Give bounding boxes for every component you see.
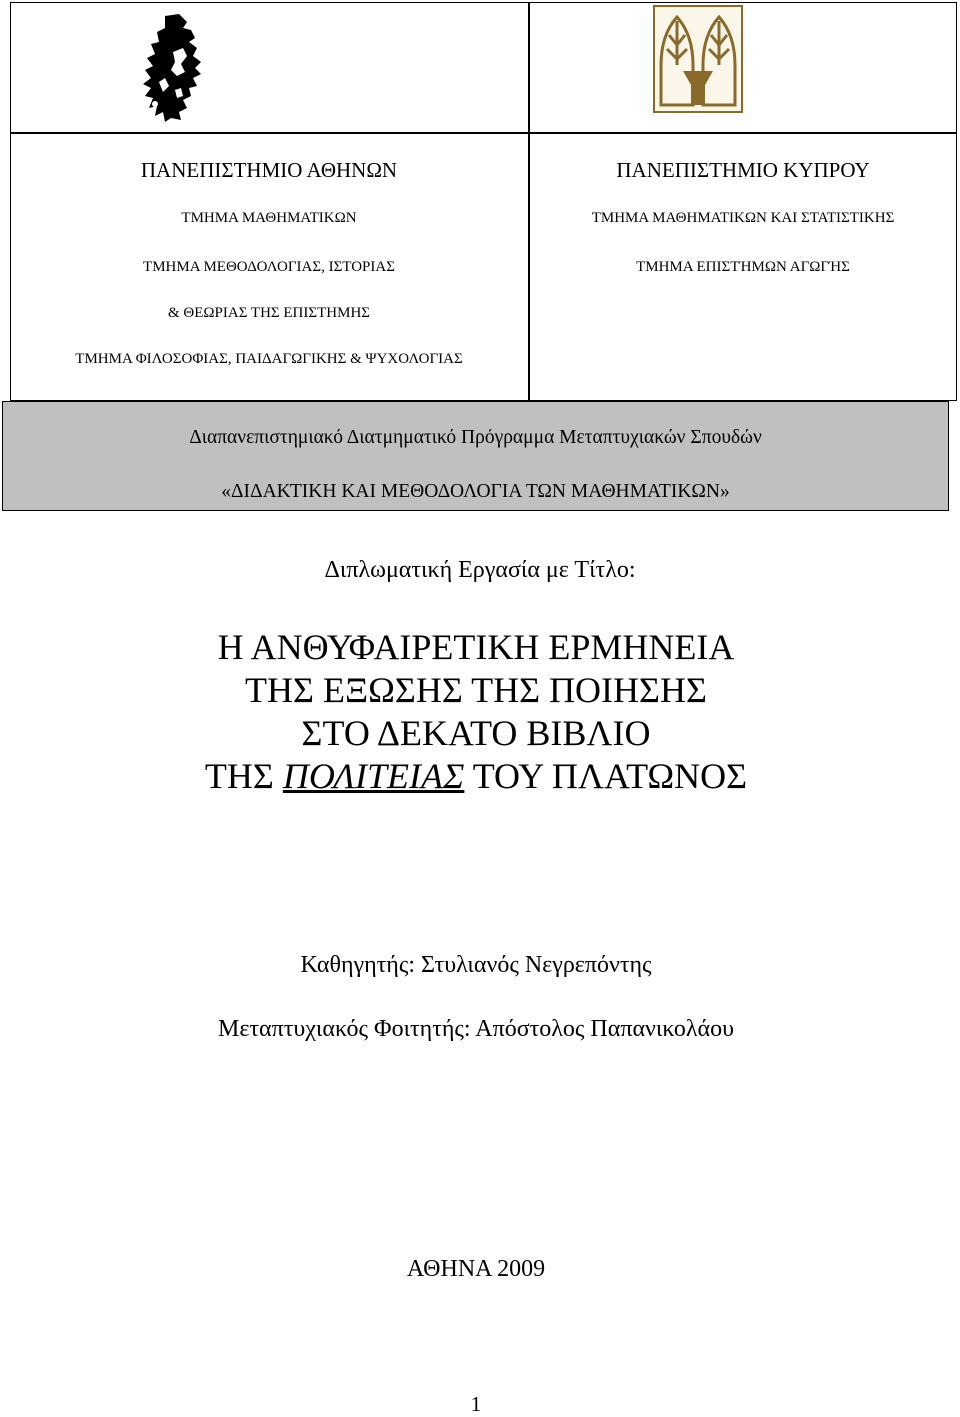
student-name: Μεταπτυχιακός Φοιτητής: Απόστολος Παπανικολάου bbox=[217, 1016, 734, 1042]
thesis-title-line-4-prefix: ΤΗΣ bbox=[204, 756, 274, 796]
thesis-title-line-3: ΣΤΟ ΔΕΚΑΤΟ ΒΙΒΛΙΟ bbox=[301, 713, 651, 753]
athens-university-logo bbox=[135, 12, 217, 124]
thesis-title-line-4 bbox=[0, 756, 952, 796]
professor-name: Καθηγητής: Στυλιανός Νεγρεπόντης bbox=[300, 952, 652, 978]
column-divider bbox=[528, 2, 530, 401]
thesis-title-line-4-suffix: ΤΟΥ ΠΛΑΤΩΝΟΣ bbox=[472, 756, 748, 796]
place-year: ΑΘΗΝΑ 2009 bbox=[406, 1256, 546, 1282]
dept-mathematics-statistics: ΤΜΗΜΑ ΜΑΘΗΜΑΤΙΚΩΝ ΚΑΙ ΣΤΑΤΙΣΤΙΚΗΣ bbox=[591, 210, 895, 226]
athens-university-name: ΠΑΝΕΠΙΣΤΗΜΙΟ ΑΘΗΝΩΝ bbox=[140, 158, 398, 182]
page-number: 1 bbox=[470, 1392, 482, 1416]
dept-methodology: ΤΜΗΜΑ ΜΕΘΟΔΟΛΟΓΙΑΣ, ΙΣΤΟΡΙΑΣ bbox=[143, 259, 395, 275]
dept-mathematics-athens: ΤΜΗΜΑ ΜΑΘΗΜΑΤΙΚΩΝ bbox=[181, 210, 357, 226]
cyprus-university-logo bbox=[653, 5, 743, 113]
thesis-title-italic-politeia: ΠΟΛΙΤΕΙΑΣ bbox=[282, 756, 465, 796]
thesis-title-line-1: Η ΑΝΘΥΦΑΙΡΕΤΙΚΗ ΕΡΜΗΝΕΙΑ bbox=[217, 627, 735, 667]
dept-philosophy: ΤΜΗΜΑ ΦΙΛΟΣΟΦΙΑΣ, ΠΑΙΔΑΓΩΓΙΚΗΣ & ΨΥΧΟΛΟΓΙΑΣ bbox=[75, 351, 463, 367]
thesis-title-line-2: ΤΗΣ ΕΞΩΣΗΣ ΤΗΣ ΠΟΙΗΣΗΣ bbox=[245, 670, 707, 710]
program-line-1: Διαπανεπιστημιακό Διατμηματικό Πρόγραμμα Μεταπτυχιακών Σπουδών bbox=[189, 427, 762, 448]
logo-row-divider bbox=[10, 132, 957, 134]
program-line-2: «ΔΙΔΑΚΤΙΚΗ ΚΑΙ ΜΕΘΟΔΟΛΟΓΙΑ ΤΩΝ ΜΑΘΗΜΑΤΙΚΩΝ» bbox=[221, 481, 730, 502]
thesis-label: Διπλωματική Εργασία με Τίτλο: bbox=[324, 557, 636, 583]
dept-methodology-cont: & ΘΕΩΡΙΑΣ ΤΗΣ ΕΠΙΣΤΗΜΗΣ bbox=[167, 305, 371, 321]
cyprus-university-name: ΠΑΝΕΠΙΣΤΗΜΙΟ ΚΥΠΡΟΥ bbox=[616, 158, 870, 182]
dept-education: ΤΜΗΜΑ ΕΠΙΣΤΉΜΩΝ ΑΓΩΓΉΣ bbox=[636, 259, 850, 275]
